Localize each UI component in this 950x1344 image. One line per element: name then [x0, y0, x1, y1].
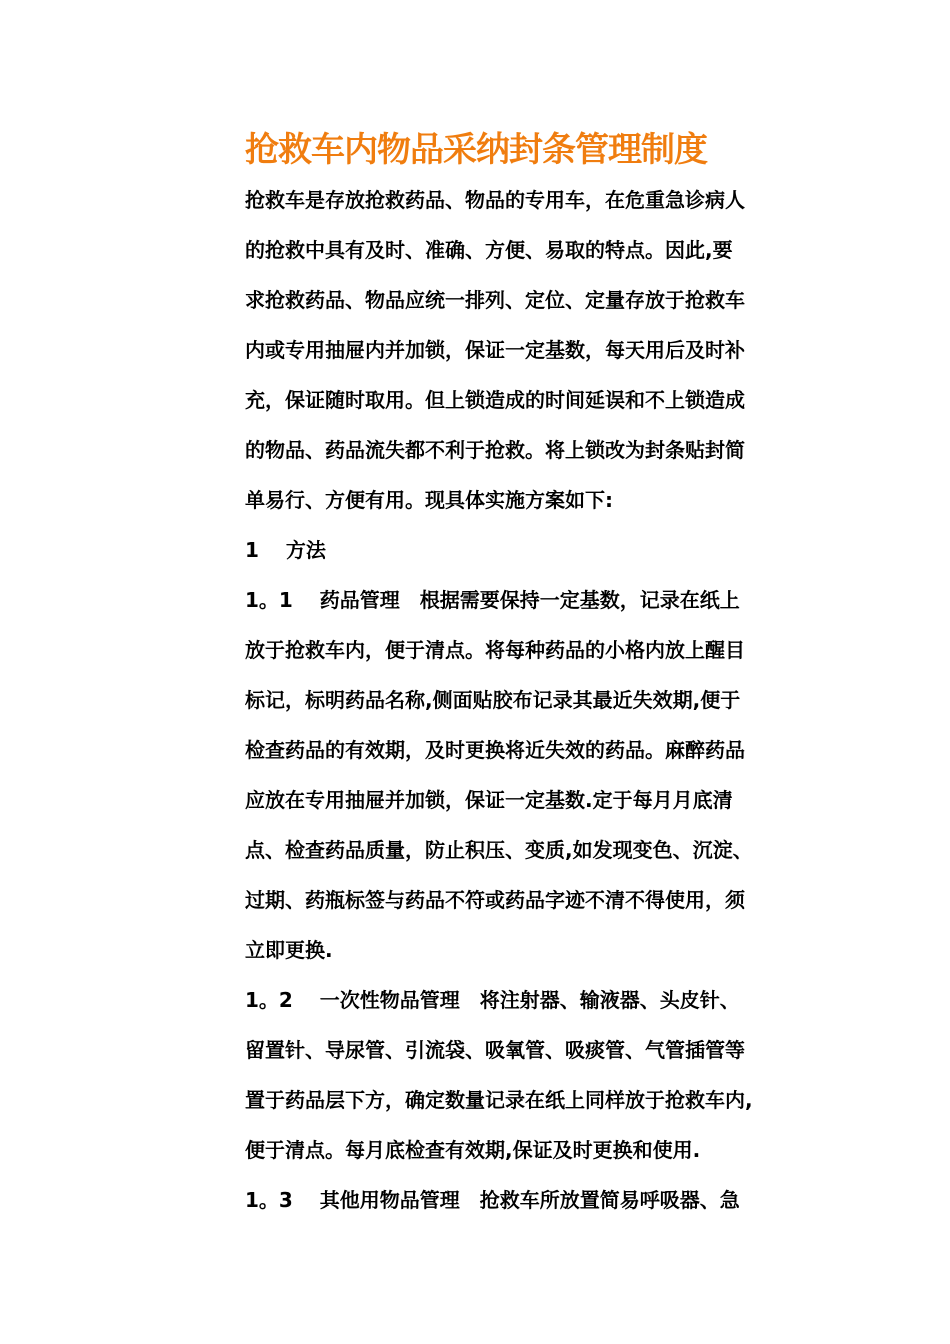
paragraph-line: 的抢救中具有及时、准确、方便、易取的特点。因此,要 [245, 238, 733, 262]
paragraph-line: 单易行、方便有用。现具体实施方案如下: [245, 488, 613, 512]
paragraph-line: 的物品、药品流失都不利于抢救。将上锁改为封条贴封简 [245, 438, 745, 462]
paragraph-line: 放于抢救车内，便于清点。将每种药品的小格内放上醒目 [245, 638, 745, 662]
subsection-line: 1。2 一次性物品管理 将注射器、输液器、头皮针、 [245, 988, 740, 1012]
document-title: 抢救车内物品采纳封条管理制度 [245, 130, 707, 170]
paragraph-line: 标记，标明药品名称,侧面贴胶布记录其最近失效期,便于 [245, 688, 741, 712]
paragraph-line: 求抢救药品、物品应统一排列、定位、定量存放于抢救车 [245, 288, 745, 312]
paragraph-line: 过期、药瓶标签与药品不符或药品字迹不清不得使用，须 [245, 888, 745, 912]
paragraph-line: 充，保证随时取用。但上锁造成的时间延误和不上锁造成 [245, 388, 745, 412]
paragraph-line: 内或专用抽屉内并加锁，保证一定基数，每天用后及时补 [245, 338, 745, 362]
paragraph-line: 抢救车是存放抢救药品、物品的专用车，在危重急诊病人 [245, 188, 745, 212]
paragraph-line: 检查药品的有效期，及时更换将近失效的药品。麻醉药品 [245, 738, 745, 762]
subsection-line: 1。1 药品管理 根据需要保持一定基数，记录在纸上 [245, 588, 740, 612]
paragraph-line: 应放在专用抽屉并加锁，保证一定基数.定于每月月底清 [245, 788, 733, 812]
section-heading: 1 方法 [245, 538, 326, 562]
subsection-line: 1。3 其他用物品管理 抢救车所放置简易呼吸器、急 [245, 1188, 740, 1212]
paragraph-line: 点、检查药品质量，防止积压、变质,如发现变色、沉淀、 [245, 838, 753, 862]
paragraph-line: 留置针、导尿管、引流袋、吸氧管、吸痰管、气管插管等 [245, 1038, 745, 1062]
paragraph-line: 便于清点。每月底检查有效期,保证及时更换和使用. [245, 1138, 701, 1162]
paragraph-line: 置于药品层下方，确定数量记录在纸上同样放于抢救车内, [245, 1088, 753, 1112]
paragraph-line: 立即更换. [245, 938, 333, 962]
